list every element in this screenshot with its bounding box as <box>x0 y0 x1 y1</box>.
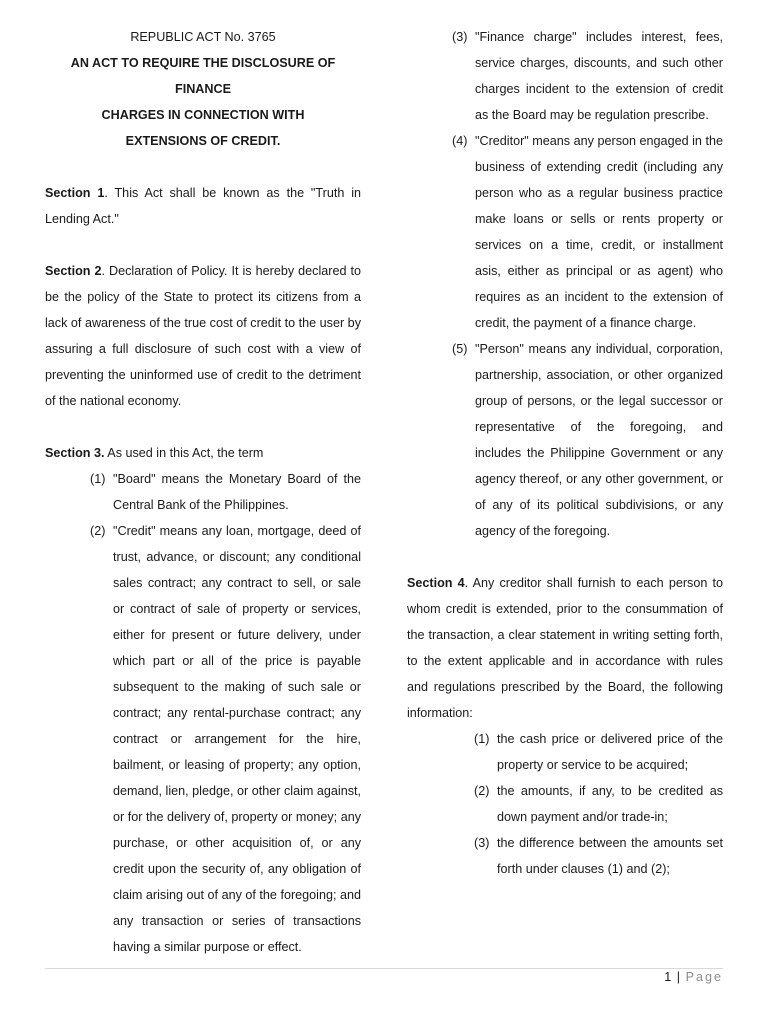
list-item <box>407 726 723 778</box>
list-item-text: the difference between the amounts set forth under clauses (1) and (2); <box>497 836 723 876</box>
footer-separator: | <box>676 970 681 984</box>
list-item <box>407 778 723 830</box>
list-item <box>45 518 361 960</box>
list-item-text: the cash price or delivered price of the property or service to be acquired; <box>497 732 723 772</box>
right-column <box>407 24 723 882</box>
list-item-number: (5) <box>452 342 468 356</box>
section-3-intro <box>45 440 361 466</box>
act-number: REPUBLIC ACT No. 3765 <box>130 30 276 44</box>
list-item <box>407 336 723 544</box>
list-item-text: "Person" means any individual, corporation, partnership, association, or other organized group of persons, or the legal successor or representative of the foregoing, and includes the Philippine Government or any agency thereof, or any other government, or of any of its political subdivisions, or any agency of the foregoing. <box>475 342 723 538</box>
section-4-list <box>407 726 723 882</box>
list-item-number: (4) <box>452 134 468 148</box>
list-item-number: (3) <box>474 836 490 850</box>
list-item-number: (2) <box>90 524 106 538</box>
footer-divider <box>45 968 723 969</box>
section-3-text: As used in this Act, the term <box>104 446 264 460</box>
section-4-text: . Any creditor shall furnish to each person to whom credit is extended, prior to the consummation of the transaction, a clear statement in writing setting forth, to the extent applicable and in accordance with rules and regulations prescribed by the Board, the following information: <box>407 576 723 720</box>
act-title-line-2: CHARGES IN CONNECTION WITH <box>101 108 305 122</box>
act-title-line-3: EXTENSIONS OF CREDIT. <box>125 134 281 148</box>
section-2 <box>45 258 361 414</box>
list-item <box>407 24 723 128</box>
section-1-text: . This Act shall be known as the "Truth in Lending Act." <box>45 186 361 226</box>
list-item-text: "Finance charge" includes interest, fees, service charges, discounts, and such other charges incident to the extension of credit as the Board may be regulation prescribe. <box>475 30 723 122</box>
list-item-number: (2) <box>474 784 490 798</box>
page-footer <box>664 970 723 984</box>
section-3-label: Section 3. <box>45 446 105 460</box>
list-item-number: (3) <box>452 30 468 44</box>
list-item-text: "Board" means the Monetary Board of the Central Bank of the Philippines. <box>113 472 361 512</box>
list-item-number: (1) <box>90 472 106 486</box>
section-4 <box>407 570 723 726</box>
section-3-list <box>45 466 361 960</box>
act-title-line-1: AN ACT TO REQUIRE THE DISCLOSURE OF FINANCE <box>70 56 336 96</box>
list-item-text: the amounts, if any, to be credited as down payment and/or trade-in; <box>497 784 723 824</box>
left-column <box>45 24 361 960</box>
list-item <box>45 466 361 518</box>
section-2-text: . Declaration of Policy. It is hereby declared to be the policy of the State to protect its citizens from a lack of awareness of the true cost of credit to the user by assuring a full disclosure of such cost with a view of preventing the uninformed use of credit to the detriment of the national economy. <box>45 264 361 408</box>
list-item-number: (1) <box>474 732 490 746</box>
section-1-label: Section 1 <box>45 186 105 200</box>
section-1 <box>45 180 361 232</box>
section-3-list-continued <box>407 24 723 544</box>
page-label: Page <box>685 970 723 984</box>
list-item <box>407 128 723 336</box>
section-2-label: Section 2 <box>45 264 102 278</box>
list-item-text: "Creditor" means any person engaged in the business of extending credit (including any person who as a regular business practice make loans or sells or rents property or services on a time, credit, or installment asis, either as principal or as agent) who requires as an incident to the extension of credit, the payment of a finance charge. <box>475 134 723 330</box>
list-item-text: "Credit" means any loan, mortgage, deed of trust, advance, or discount; any conditional sales contract; any contract to sell, or sale or contract of sale of property or services, either for present or future delivery, under which part or all of the price is payable subsequent to the making of such sale or contract; any rental-purchase contract; any contract or arrangement for the hire, bailment, or leasing of property; any option, demand, lien, pledge, or other claim against, or for the delivery of, property or money; any purchase, or other acquisition of, or any credit upon the security of, any obligation of claim arising out of any of the foregoing; and any transaction or series of transactions having a similar purpose or effect. <box>113 524 361 954</box>
section-4-label: Section 4 <box>407 576 465 590</box>
page-number: 1 <box>664 970 672 984</box>
list-item <box>407 830 723 882</box>
